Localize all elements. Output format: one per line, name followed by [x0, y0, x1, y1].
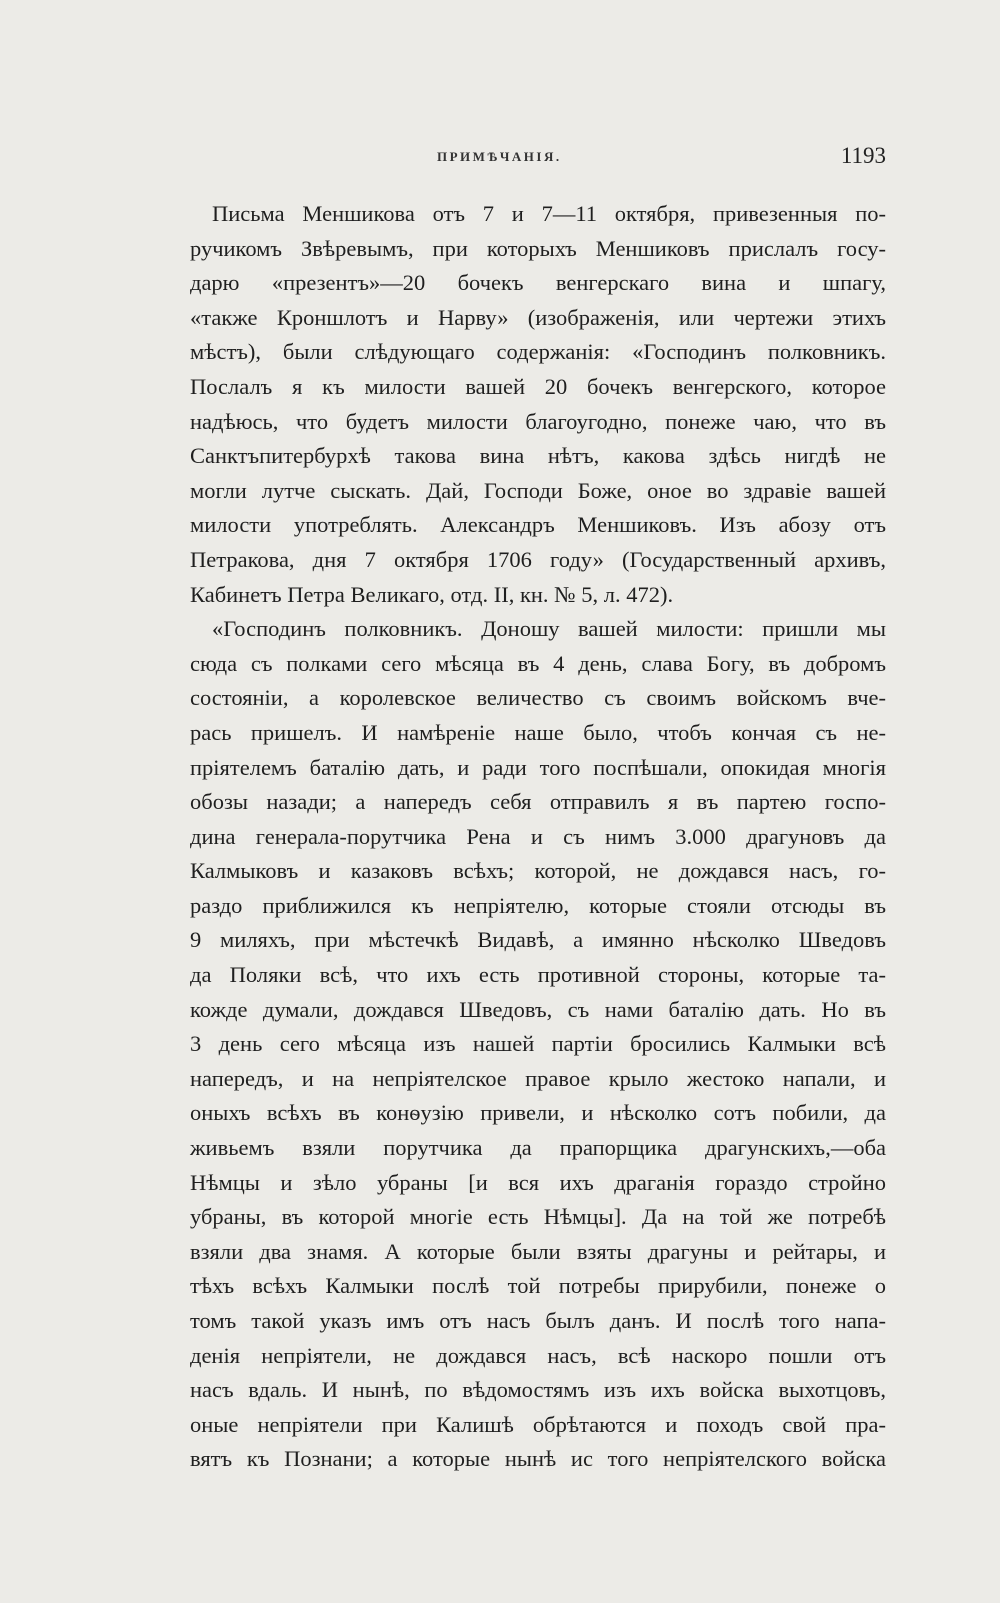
text-line: Послалъ я къ милости вашей 20 бочекъ венгерского, которое: [190, 373, 886, 399]
text-line: кожде думали, дождався Шведовъ, съ нами баталію дать. Но въ: [190, 996, 886, 1022]
text-line: насъ вдаль. И нынѣ, по вѣдомостямъ изъ ихъ войска выхотцовъ,: [190, 1377, 886, 1403]
text-line: обозы назади; а напередъ себя отправилъ я въ партею госпо-: [190, 789, 886, 815]
text-line: рась пришелъ. И намѣреніе наше было, чтобъ кончая съ не-: [190, 719, 886, 745]
text-line: «Господинъ полковникъ. Доношу вашей милости: пришли мы: [212, 616, 886, 642]
text-line: дарю «презентъ»—20 бочекъ венгерскаго вина и шпагу,: [190, 270, 886, 296]
text-line: могли лутче сыскать. Дай, Господи Боже, оное во здравіе вашей: [190, 477, 886, 503]
text-line: Кабинетъ Петра Великаго, отд. II, кн. № 5, л. 472).: [190, 581, 674, 607]
page-header: [190, 143, 886, 173]
text-line: убраны, въ которой многіе есть Нѣмцы]. Да на той же потребѣ: [190, 1204, 886, 1230]
text-line: сюда съ полками сего мѣсяца въ 4 день, слава Богу, въ добромъ: [190, 650, 886, 676]
text-line: милости употреблять. Александръ Меншиковъ. Изъ абозу отъ: [190, 512, 886, 538]
text-line: мѣстъ), были слѣдующаго содержанія: «Господинъ полковникъ.: [190, 339, 886, 365]
text-line: 9 миляхъ, при мѣстечкѣ Видавѣ, а имянно нѣсколко Шведовъ: [190, 927, 886, 953]
text-line: денія непріятели, не дождався насъ, всѣ наскоро пошли отъ: [190, 1342, 886, 1368]
text-line: Санктъпитербурхѣ такова вина нѣтъ, какова здѣсь нигдѣ не: [190, 443, 886, 469]
text-line: «также Кроншлотъ и Нарву» (изображенія, или чертежи этихъ: [190, 304, 886, 330]
text-line: состояніи, а королевское величество съ своимъ войскомъ вче-: [190, 685, 886, 711]
text-line: Петракова, дня 7 октября 1706 году» (Государственный архивъ,: [190, 546, 886, 572]
text-line: взяли два знамя. А которые были взяты драгуны и рейтары, и: [190, 1238, 886, 1264]
text-line: ручикомъ Звѣревымъ, при которыхъ Меншиковъ прислалъ госу-: [190, 235, 886, 261]
text-line: напередъ, и на непріятелское правое крыло жестоко напали, и: [190, 1065, 886, 1091]
text-line: вятъ къ Познани; а которые нынѣ ис того непріятелского войска: [190, 1446, 886, 1472]
text-line: пріятелемъ баталію дать, и ради того поспѣшали, опокидая многія: [190, 754, 886, 780]
text-line: надѣюсь, что будетъ милости благоугодно, понеже чаю, что въ: [190, 408, 886, 434]
text-line: томъ такой указъ имъ отъ насъ былъ данъ. И послѣ того напа-: [190, 1308, 886, 1333]
text-line: Калмыковъ и казаковъ всѣхъ; которой, не дождався насъ, го-: [190, 858, 886, 884]
running-title: ПРИМѢЧАНІЯ.: [437, 149, 562, 164]
text-line: раздо приближился къ непріятелю, которые стояли отсюды въ: [190, 892, 886, 918]
text-line: тѣхъ всѣхъ Калмыки послѣ той потребы прирубили, понеже о: [190, 1273, 886, 1299]
text-line: да Поляки всѣ, что ихъ есть противной стороны, которые та-: [190, 962, 886, 988]
page-number: 1193: [840, 143, 886, 168]
text-line: живьемъ взяли порутчика да прапорщика драгунскихъ,—оба: [190, 1135, 886, 1161]
text-line: оные непріятели при Калишѣ обрѣтаются и походъ свой пра-: [190, 1411, 886, 1437]
body-text: [190, 197, 886, 1477]
text-line: дина генерала-порутчика Рена и съ нимъ 3.000 драгуновъ да: [190, 823, 886, 849]
text-line: 3 день сего мѣсяца изъ нашей партіи бросились Калмыки всѣ: [190, 1031, 886, 1057]
text-line: Письма Меншикова отъ 7 и 7—11 октября, привезенныя по-: [212, 201, 886, 226]
text-line: Нѣмцы и зѣло убраны [и вся ихъ драганія гораздо стройно: [190, 1169, 886, 1195]
text-line: оныхъ всѣхъ въ конѳузію привели, и нѣсколко сотъ побили, да: [190, 1100, 886, 1126]
